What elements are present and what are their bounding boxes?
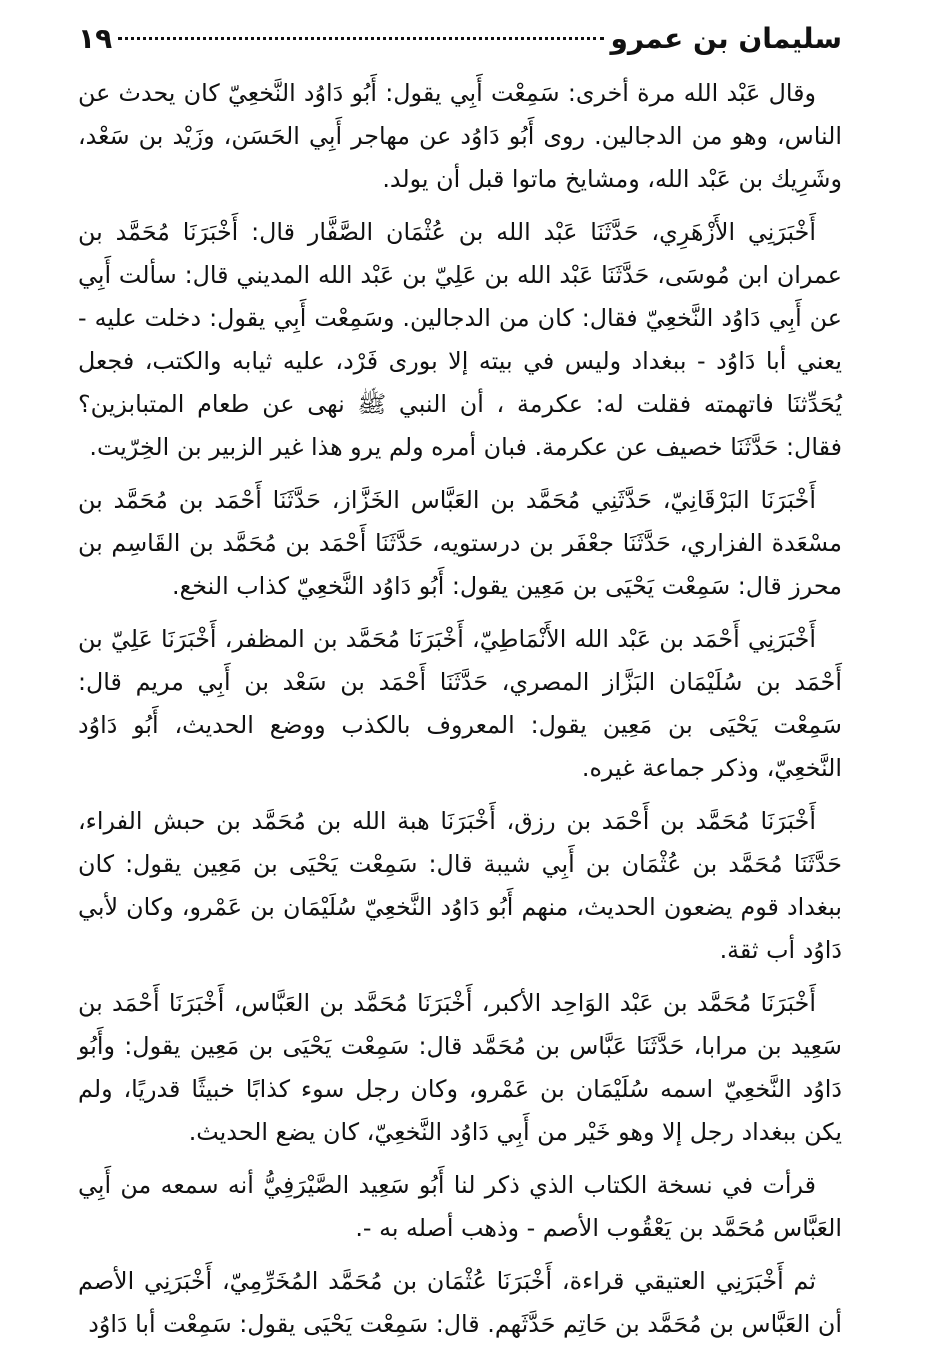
paragraph: قرأت في نسخة الكتاب الذي ذكر لنا أَبُو سَعِيد الصَّيْرَفِيُّ أنه سمعه من أَبِي العَبَّاس مُحَمَّد بن يَعْقُوب الأصم - وذهب أصله به -. [78, 1171, 842, 1242]
paragraph: أَخْبَرَنَا مُحَمَّد بن أَحْمَد بن رزق، أَخْبَرَنَا هبة الله بن مُحَمَّد بن حبش الفراء، حَدَّثَنَا مُحَمَّد بن عُثْمَان بن أَبِي شيبة قال: سَمِعْت يَحْيَى بن مَعِين يقول: كان ببغداد قوم يضعون الحديث، منهم أَبُو دَاوُد النَّخعِيّ سُلَيْمَان بن عَمْرو، وكان لأبي دَاوُد أب ثقة. [78, 807, 842, 964]
paragraph: ثم أَخْبَرَنِي العتيقي قراءة، أَخْبَرَنَا عُثْمَان بن مُحَمَّد المُخَرِّمِيّ، أَخْبَرَنِي الأصم أن العَبَّاس بن مُحَمَّد بن حَاتِم حَدَّثَهم. قال: سَمِعْت يَحْيَى يقول: سَمِعْت أبا دَاوُد [78, 1267, 842, 1338]
paragraph: أَخْبَرَنِي أَحْمَد بن عَبْد الله الأَنْمَاطِيّ، أَخْبَرَنَا مُحَمَّد بن المظفر، أَخْبَرَنَا عَلِيّ بن أَحْمَد بن سُلَيْمَان البَزَّاز المصري، حَدَّثَنَا أَحْمَد بن سَعْد بن أَبِي مريم قال: سَمِعْت يَحْيَى بن مَعِين يقول: المعروف بالكذب ووضع الحديث، أَبُو دَاوُد النَّخعِيّ، وذكر جماعة غيره. [78, 625, 842, 782]
leader-dots [118, 37, 604, 40]
paragraph: أَخْبَرَنَا البَرْقَانِيّ، حَدَّثَنِي مُحَمَّد بن العَبَّاس الخَزَّاز، حَدَّثَنَا أَحْمَد بن مُحَمَّد بن مسْعَدة الفزاري، حَدَّثَنَا جعْفَر بن درستويه، حَدَّثَنَا أَحْمَد بن مُحَمَّد بن القَاسِم بن محرز قال: سَمِعْت يَحْيَى بن مَعِين يقول: أَبُو دَاوُد النَّخعِيّ كذاب النخع. [78, 486, 842, 600]
running-title: سليمان بن عمرو [610, 22, 842, 55]
body-text [78, 72, 842, 1346]
running-header [78, 22, 842, 72]
paragraph: وقال عَبْد الله مرة أخرى: سَمِعْت أَبِي يقول: أَبُو دَاوُد النَّخعِيّ كان يحدث عن الناس، وهو من الدجالين. روى أَبُو دَاوُد عن مهاجر أَبِي الحَسَن، وزَيْد بن سَعْد، وشَرِيك بن عَبْد الله، ومشايخ ماتوا قبل أن يولد. [78, 79, 842, 193]
paragraph: أَخْبَرَنِي الأَزْهَرِي، حَدَّثَنَا عَبْد الله بن عُثْمَان الصَّفَّار قال: أَخْبَرَنَا مُحَمَّد بن عمران ابن مُوسَى، حَدَّثَنَا عَبْد الله بن عَلِيّ بن عَبْد الله المديني قال: سألت أَبِي عن أَبِي دَاوُد النَّخعِيّ فقال: كان من الدجالين. وسَمِعْت أَبِي يقول: دخلت عليه - يعني أبا دَاوُد - ببغداد وليس في بيته إلا بورى فَرْد، عليه ثيابه والكتب، فجعل يُحَدِّثنَا فاتهمته فقلت له: عكرمة ، أن النبي ﷺ نهى عن طعام المتبابزين؟ فقال: حَدَّثَنَا خصيف عن عكرمة. فبان أمره ولم يرو هذا غير الزبير بن الخِرّيت. [78, 218, 842, 461]
page-number: ١٩ [78, 22, 113, 55]
paragraph: أَخْبَرَنَا مُحَمَّد بن عَبْد الوَاحِد الأكبر، أَخْبَرَنَا مُحَمَّد بن العَبَّاس، أَخْبَرَنَا أَحْمَد بن سَعِيد بن مرابا، حَدَّثَنَا عَبَّاس بن مُحَمَّد قال: سَمِعْت يَحْيَى بن مَعِين يقول: وأَبُو دَاوُد النَّخعِيّ اسمه سُلَيْمَان بن عَمْرو، وكان رجل سوء كذابًا خبيثًا قدريًا، ولم يكن ببغداد رجل إلا وهو خَيْر من أَبِي دَاوُد النَّخعِيّ، كان يضع الحديث. [78, 989, 842, 1146]
book-page [78, 22, 842, 1352]
